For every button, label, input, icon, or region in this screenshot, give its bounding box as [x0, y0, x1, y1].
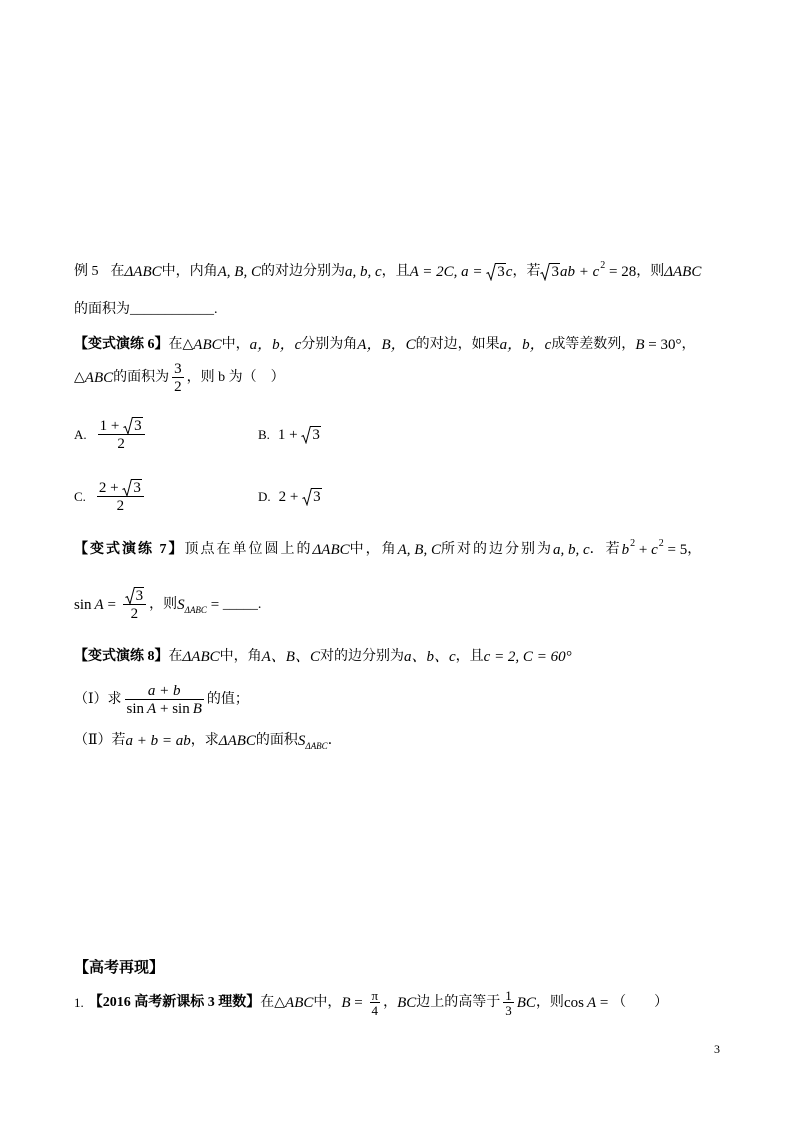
- numerator-value: π: [371, 987, 379, 1003]
- variant-8-part-1: [74, 680, 249, 720]
- option-b-prefix: 1 +: [277, 427, 302, 443]
- variable-a: A: [147, 701, 157, 717]
- angles-abc: A、B、C: [261, 649, 320, 665]
- denominator: [97, 497, 144, 515]
- equals-sign: =: [103, 597, 120, 613]
- condition: a + b = ab: [125, 733, 191, 749]
- denominator: [503, 1003, 514, 1018]
- condition-2-end: = 28: [605, 264, 637, 280]
- radicand: 3: [312, 427, 320, 443]
- area-fraction: [172, 360, 184, 396]
- radical-sign: [302, 488, 312, 506]
- exponent: 2: [630, 538, 636, 549]
- triangle-abc: ΔABC: [218, 733, 256, 749]
- question-source: 【2016 高考新课标 3 理数】: [88, 995, 261, 1010]
- numerator-value: 1: [505, 987, 512, 1003]
- numerator: [98, 417, 145, 435]
- option-label: B.: [258, 427, 270, 442]
- part-1-label: （Ⅰ）求: [74, 692, 122, 707]
- denominator-value: 2: [117, 436, 125, 452]
- text-segment: 的面积: [255, 733, 298, 748]
- area-subscript: ΔABC: [305, 741, 328, 751]
- variant-7-line-1: [74, 539, 703, 561]
- sin-function: sin: [172, 701, 190, 717]
- angles-abc: A, B, C: [217, 264, 261, 280]
- exponent: 2: [600, 260, 606, 271]
- option-c: [74, 477, 147, 517]
- text-segment: 对的边分别为: [319, 649, 404, 664]
- text-segment: 顶点在单位圆上的: [184, 542, 313, 557]
- text-segment: 中，角: [219, 649, 262, 664]
- option-a: [74, 415, 148, 455]
- angle-b-value: = 30°: [644, 337, 682, 353]
- radicand: 3: [135, 587, 144, 604]
- numerator-prefix: 2 +: [98, 479, 123, 496]
- text-segment: 边上的高等于: [416, 995, 501, 1010]
- text-segment: ，则 b 为（ ）: [186, 370, 285, 385]
- numerator: [97, 479, 144, 497]
- text-segment: 在: [110, 264, 125, 279]
- text-segment: △: [74, 370, 85, 385]
- denominator-value: 2: [116, 498, 125, 514]
- square-root: [486, 263, 506, 281]
- angles-abc: A, B, C: [397, 542, 441, 558]
- numerator-value: 3: [174, 360, 182, 377]
- condition-2: ab + c: [559, 264, 600, 280]
- condition-1-end: c: [505, 264, 513, 280]
- denominator-value: 3: [505, 1003, 512, 1018]
- condition-1: A = 2C, a =: [409, 264, 487, 280]
- radical-sign: [540, 263, 550, 281]
- option-d: [258, 477, 322, 517]
- text-segment: .: [214, 302, 218, 317]
- sides-abc: a，b，c: [499, 337, 552, 353]
- numerator: [172, 360, 184, 378]
- denominator-value: 2: [174, 379, 182, 395]
- triangle-abc: ABC: [193, 337, 222, 353]
- answer-blank: _____: [222, 597, 258, 612]
- text-segment: 在△: [168, 337, 194, 352]
- sin-value-fraction: [123, 587, 147, 623]
- denominator: [370, 1003, 381, 1018]
- radical-sign: [301, 426, 311, 444]
- variable-b: b: [621, 542, 630, 558]
- text-segment: 中，: [313, 995, 342, 1010]
- text-segment: 成等差数列，: [551, 337, 636, 352]
- variant-6-line-2: [74, 358, 285, 398]
- answer-blank: ____________: [130, 302, 214, 317]
- radical-sign: [486, 263, 496, 281]
- condition: c = 2, C = 60°: [483, 649, 572, 665]
- ratio-fraction: [125, 682, 204, 718]
- radicand: 3: [134, 417, 142, 434]
- variable-b: B: [192, 701, 202, 717]
- square-root: [122, 479, 142, 497]
- option-c-fraction: [97, 479, 144, 515]
- numerator-value: a + b: [147, 682, 181, 699]
- text-segment: 的值；: [206, 692, 249, 707]
- area-symbol: S: [177, 597, 185, 613]
- radicand: 3: [313, 489, 321, 505]
- text-segment: 中，内角: [161, 264, 218, 279]
- variable-c: c: [651, 542, 658, 558]
- variant-8-part-2: [74, 730, 342, 752]
- sides-abc: a, b, c: [552, 542, 590, 558]
- section-heading: [74, 957, 164, 979]
- sin-function: sin: [126, 701, 145, 717]
- variant-8-label: 【变式演练 8】: [74, 649, 169, 664]
- variable-a: A: [94, 597, 104, 613]
- part-2-label: （Ⅱ）若: [74, 733, 126, 748]
- text-segment: ，则: [535, 995, 564, 1010]
- equals-sign: =: [206, 597, 223, 613]
- radical-sign: [122, 479, 132, 497]
- sides-abc: a, b, c: [344, 264, 382, 280]
- radicand: 3: [133, 479, 141, 496]
- one-third-fraction: [503, 988, 514, 1018]
- option-label: C.: [74, 489, 86, 504]
- sides-abc: a，b，c: [249, 337, 302, 353]
- text-segment: ，: [687, 542, 704, 557]
- cos-function: cos: [563, 995, 584, 1011]
- text-segment: 中，角: [349, 542, 398, 557]
- equals-five: = 5: [663, 542, 688, 558]
- denominator-value: 2: [130, 606, 139, 622]
- text-segment: ，且: [381, 264, 410, 279]
- triangle-abc: ΔABC: [312, 542, 350, 558]
- equals-sign: =: [596, 995, 613, 1011]
- denominator: [125, 700, 204, 718]
- text-segment: 的面积为: [113, 370, 170, 385]
- variant-8-line-1: [74, 646, 572, 668]
- plus-sign: +: [156, 701, 173, 717]
- text-segment: 在△: [260, 995, 286, 1010]
- text-segment: ，且: [455, 649, 484, 664]
- exponent: 2: [658, 538, 664, 549]
- triangle-abc: ABC: [84, 370, 114, 386]
- variant-7-label: 【变式演练 7】: [74, 542, 185, 557]
- text-segment: ，求: [190, 733, 219, 748]
- side-bc: BC: [397, 995, 417, 1011]
- option-label: D.: [258, 489, 271, 504]
- option-b: [258, 415, 321, 455]
- numerator: [123, 587, 147, 605]
- option-d-prefix: 2 +: [278, 489, 303, 505]
- option-label: A.: [74, 427, 87, 442]
- text-segment: ，则: [149, 597, 178, 612]
- equals-sign: =: [350, 995, 367, 1011]
- text-segment: 的面积为: [74, 302, 130, 317]
- variant-6-label: 【变式演练 6】: [74, 337, 169, 352]
- text-segment: 分别为角: [301, 337, 358, 352]
- numerator: [125, 682, 204, 700]
- text-segment: ，则: [636, 264, 665, 279]
- numerator-prefix: 1 +: [99, 417, 124, 434]
- denominator: [98, 435, 145, 453]
- triangle-abc: ΔABC: [664, 264, 702, 280]
- square-root: [540, 263, 560, 281]
- sides-abc: a、b、c: [403, 649, 456, 665]
- denominator-value: 4: [371, 1003, 379, 1018]
- text-segment: 的对边分别为: [260, 264, 345, 279]
- radical-sign: [125, 587, 135, 605]
- example-5-line-1: [74, 261, 701, 283]
- denominator: [123, 605, 147, 623]
- triangle-abc: ΔABC: [182, 649, 220, 665]
- numerator: [370, 988, 381, 1003]
- variable-a: A: [586, 995, 597, 1011]
- text-segment: ，: [383, 995, 398, 1010]
- text-segment: ．若: [589, 542, 622, 557]
- text-segment: ．: [327, 733, 342, 748]
- radicand: 3: [497, 264, 505, 280]
- gaokao-question-1: [74, 983, 668, 1023]
- denominator: [172, 378, 184, 396]
- page-number: 3: [714, 1042, 720, 1056]
- angles-abc: A，B，C: [357, 337, 416, 353]
- area-symbol: S: [297, 733, 306, 749]
- triangle-abc: ABC: [285, 995, 314, 1011]
- triangle-abc: ΔABC: [124, 264, 162, 280]
- variant-6-line-1: [74, 334, 695, 356]
- plus-sign: +: [635, 542, 652, 558]
- angle-b: B: [341, 995, 351, 1011]
- radical-sign: [123, 417, 133, 435]
- square-root: [125, 587, 145, 605]
- example-5-line-2: [74, 299, 218, 321]
- text-segment: 所对的边分别为: [440, 542, 553, 557]
- square-root: [301, 426, 321, 444]
- example-5-label: 例 5: [74, 264, 99, 279]
- numerator: [503, 988, 514, 1003]
- sin-function: sin: [74, 597, 92, 613]
- text-segment: 在: [168, 649, 183, 664]
- answer-parentheses: （ ）: [612, 995, 669, 1010]
- radicand: 3: [551, 264, 559, 280]
- section-heading-text: 【高考再现】: [74, 960, 165, 976]
- text-segment: ，若: [512, 264, 541, 279]
- angle-b: B: [635, 337, 645, 353]
- option-a-fraction: [98, 417, 145, 453]
- text-segment: 的对边，如果: [415, 337, 500, 352]
- variant-7-line-2: [74, 585, 261, 625]
- question-number: 1.: [74, 995, 84, 1010]
- square-root: [123, 417, 143, 435]
- text-segment: .: [257, 597, 262, 612]
- text-segment: 中，: [221, 337, 250, 352]
- pi-over-four-fraction: [370, 988, 381, 1018]
- side-bc: BC: [516, 995, 536, 1011]
- square-root: [302, 488, 322, 506]
- text-segment: ，: [681, 337, 696, 352]
- area-subscript: ΔABC: [184, 605, 207, 615]
